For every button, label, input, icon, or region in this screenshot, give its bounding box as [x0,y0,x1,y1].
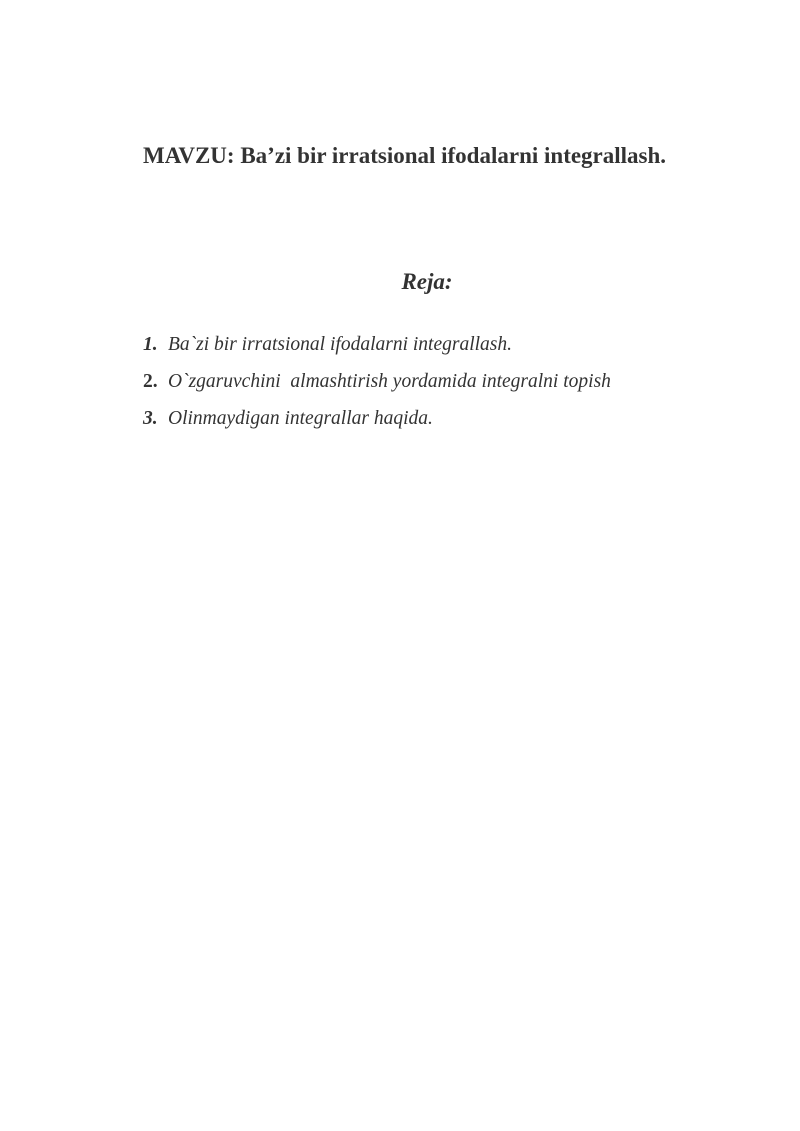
plan-item-1 [143,326,763,363]
plan-item-2 [143,363,763,400]
plan-heading: Reja: [401,269,453,294]
plan-item-text: Ba`zi bir irratsional ifodalarni integrallash. [168,334,512,355]
plan-item-text: O`zgaruvchini almashtirish yordamida integralni topish [168,371,611,392]
plan-item-number: 1. [143,334,158,355]
plan-item-number: 2. [143,371,158,392]
plan-item-number: 3. [143,408,158,429]
plan-item-text: Olinmaydigan integrallar haqida. [168,408,433,429]
plan-item-3 [143,400,763,437]
plan-list [143,326,763,437]
document-title: MAVZU: Ba’zi bir irratsional ifodalarni integrallash. [143,143,667,168]
